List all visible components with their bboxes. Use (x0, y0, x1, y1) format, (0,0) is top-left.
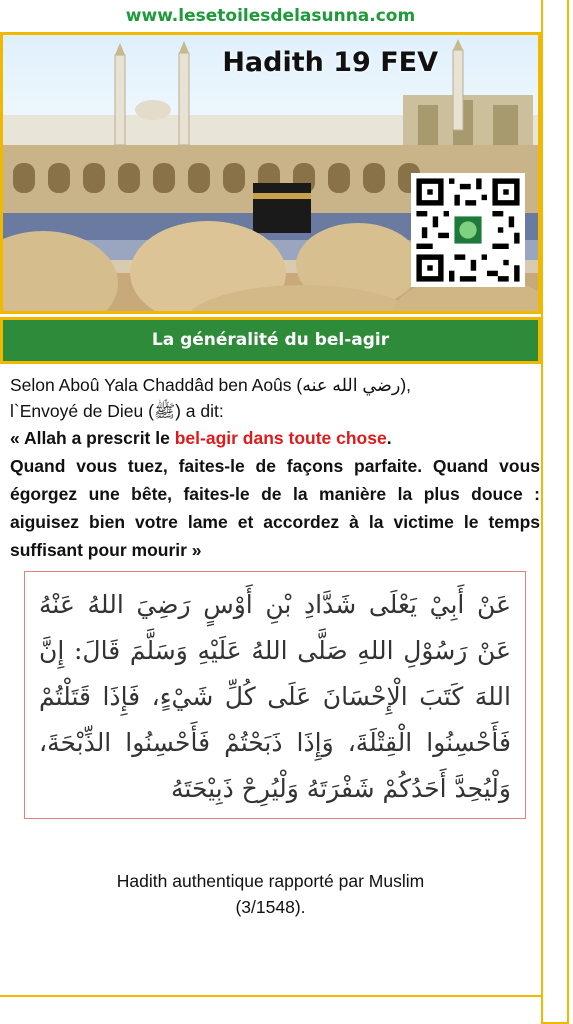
narrator-line-2: l`Envoyé de Dieu (ﷺ) a dit: (10, 401, 224, 421)
bottom-divider (0, 995, 541, 997)
hadith-highlight: bel-agir dans toute chose (174, 428, 387, 448)
hadith-french-text (10, 424, 540, 564)
banner-image (0, 32, 541, 314)
hadith-part-2: . (386, 428, 392, 448)
side-border-panel (541, 0, 569, 1024)
source-line-2: (3/1548). (235, 897, 306, 917)
banner-title: Hadith 19 FEV (222, 47, 438, 78)
narrator-line-1: Selon Aboû Yala Chaddâd ben Aoûs (رضي الله عنه), (10, 375, 412, 395)
site-url[interactable]: www.lesetoilesdelasunna.com (125, 6, 416, 26)
hadith-rest: Quand vous tuez, faites-le de façons parfaite. Quand vous égorgez une bête, faites-le de la manière la plus douce : aiguisez bien votre lame et accordez à la victime le temps suffisant pour mourir » (10, 456, 540, 560)
hadith-part-1: « Allah a prescrit le (10, 428, 175, 448)
arabic-text-box (24, 571, 526, 819)
section-title: La généralité du bel-agir (0, 317, 541, 364)
qr-code-icon[interactable] (411, 173, 525, 287)
narrator-text (10, 372, 540, 424)
source-line-1: Hadith authentique rapporté par Muslim (116, 871, 425, 891)
arabic-hadith-text: عَنْ أَبِيْ يَعْلَى شَدَّادِ بْنِ أَوْسٍ رَضِيَ اللهُ عَنْهُ عَنْ رَسُوْلِ اللهِ صَلَّى اللهُ عَلَيْهِ وَسَلَّمَ قَالَ: إِنَّ اللهَ كَتَبَ الْإِحْسَانَ عَلَى كُلِّ شَيْءٍ، فَإِذَا قَتَلْتُمْ فَأَحْسِنُوا الْقِتْلَةَ، وَإِذَا ذَبَحْتُمْ فَأَحْسِنُوا الذِّبْحَةَ، وَلْيُحِدَّ أَحَدُكُمْ شَفْرَتَهُ وَلْيُرِحْ ذَبِيْحَتَهُ (39, 590, 512, 803)
source-reference (0, 868, 541, 920)
